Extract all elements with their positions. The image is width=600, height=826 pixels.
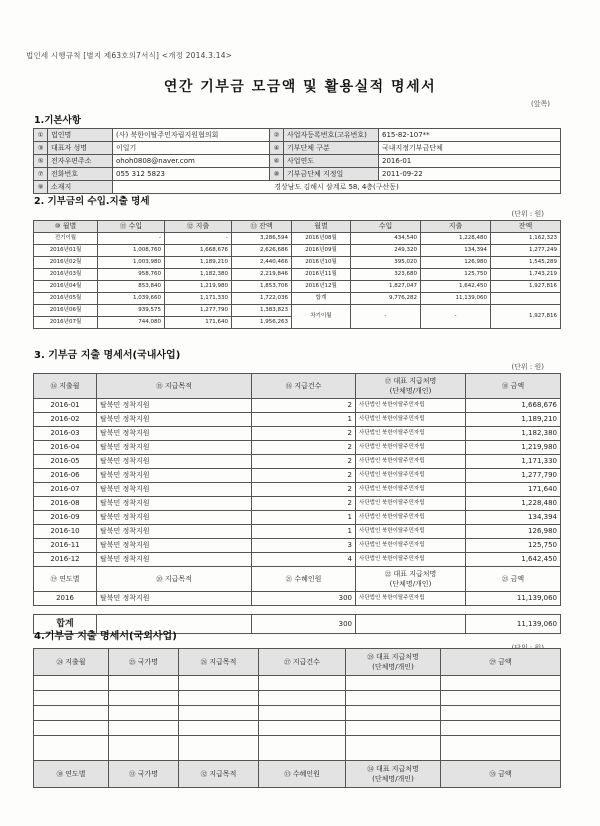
expense-cell-2: 1,642,450 <box>421 281 491 293</box>
item-number: ④ <box>270 142 284 155</box>
expense-month-cell: 2016-06 <box>34 469 97 483</box>
count-cell: 1 <box>252 413 356 427</box>
income-cell-2: 395,020 <box>351 257 421 269</box>
expense-cell-2: 134,394 <box>421 245 491 257</box>
balance-cell-2: 1,927,816 <box>491 281 561 293</box>
count-cell: 4 <box>252 553 356 567</box>
total-label: 합계 <box>34 615 97 634</box>
num-21: ㉑ <box>285 575 293 583</box>
num-12: ⑫ <box>186 222 194 230</box>
item-number: ⑧ <box>270 168 284 181</box>
balance-cell: 2,219,846 <box>232 269 292 281</box>
income-cell-2: 9,776,282 <box>351 293 421 305</box>
balance-cell-2: 1,162,323 <box>491 233 561 245</box>
balance-cell: 1,956,263 <box>232 317 292 329</box>
expense-month-cell: 2016-09 <box>34 511 97 525</box>
recipient-cell: 사단법인 북한이탈주민자립 <box>356 413 466 427</box>
field-value: 이일기 <box>113 142 270 155</box>
month-cell-2: 2016년11월 <box>292 269 351 281</box>
month-cell: 2016년07월 <box>34 317 98 329</box>
recipient-cell: 사단법인 북한이탈주민자립 <box>356 399 466 413</box>
expense-cell: 1,189,210 <box>165 257 232 269</box>
month-cell: 2016년03월 <box>34 269 98 281</box>
table-row <box>34 539 561 553</box>
overseas-expense-table <box>33 648 561 788</box>
income-cell: 1,008,760 <box>98 245 165 257</box>
col-year: 연도별 <box>59 575 80 583</box>
income-cell-2: 1,827,047 <box>351 281 421 293</box>
num-14: ⑭ <box>50 382 57 390</box>
amount-cell: 1,277,790 <box>466 469 561 483</box>
amount-cell: 1,182,380 <box>466 427 561 441</box>
income-cell-2: - <box>351 305 421 329</box>
count-cell: 2 <box>252 483 356 497</box>
amount-cell: 126,980 <box>466 525 561 539</box>
expense-month-cell: 2016-04 <box>34 441 97 455</box>
num-34: ㉞ <box>367 765 374 773</box>
num-20: ⑳ <box>156 575 163 583</box>
amount-cell: 125,750 <box>466 539 561 553</box>
expense-cell: - <box>165 233 232 245</box>
address-row <box>34 181 561 194</box>
balance-cell: 3,286,594 <box>232 233 292 245</box>
field-label: 기부단체 구분 <box>284 142 379 155</box>
purpose-cell: 탈북민 정착지원 <box>97 399 252 413</box>
address-value: 경상남도 김해시 삼계로 58, 4층(구산동) <box>113 181 561 194</box>
recipient-cell: 사단법인 북한이탈주민자립 <box>356 525 466 539</box>
col-purpose: 지급목적 <box>209 658 237 666</box>
table-row <box>34 441 561 455</box>
annual-year: 2016 <box>34 592 97 606</box>
income-cell: 939,575 <box>98 305 165 317</box>
total-amount: 11,139,060 <box>466 615 561 634</box>
col-annual-recipient: 대표 지급처명 (단체명/개인) <box>372 765 419 783</box>
table-row <box>34 233 561 245</box>
field-label: 전자우편주소 <box>48 155 113 168</box>
annual-purpose: 탈북민 정착지원 <box>97 592 252 606</box>
table-row <box>34 399 561 413</box>
purpose-cell: 탈북민 정착지원 <box>97 441 252 455</box>
num-31: ㉛ <box>128 770 136 778</box>
month-cell: 2016년01월 <box>34 245 98 257</box>
month-cell-2: 2016년08월 <box>292 233 351 245</box>
month-cell: 전기이월 <box>34 233 98 245</box>
num-19: ⑲ <box>50 575 57 583</box>
expense-cell-2: 1,228,480 <box>421 233 491 245</box>
purpose-cell: 탈북민 정착지원 <box>97 413 252 427</box>
purpose-cell: 탈북민 정착지원 <box>97 525 252 539</box>
section2-unit: (단위 : 원) <box>511 210 544 218</box>
recipient-cell: 사단법인 북한이탈주민자립 <box>356 539 466 553</box>
col-annual-amount: 금액 <box>498 770 512 778</box>
num-11: ⑪ <box>119 222 127 230</box>
annual-header-row <box>34 761 561 788</box>
empty-row <box>34 721 561 736</box>
month-cell-2: 차기이월 <box>292 305 351 329</box>
recipient-cell: 사단법인 북한이탈주민자립 <box>356 553 466 567</box>
recipient-cell: 사단법인 북한이탈주민자립 <box>356 497 466 511</box>
num-15: ⑮ <box>156 382 163 390</box>
income-cell: 1,039,660 <box>98 293 165 305</box>
col-country: 국가명 <box>137 658 159 666</box>
basic-info-table <box>33 128 561 194</box>
income-cell: - <box>98 233 165 245</box>
count-cell: 3 <box>252 539 356 553</box>
count-cell: 2 <box>252 469 356 483</box>
col-month: 월별 <box>62 222 77 230</box>
field-value: (사) 북한이탈주민자립지원협의회 <box>113 129 270 142</box>
col-expense-2: 지출 <box>421 221 491 233</box>
col-income: 수입 <box>128 222 143 230</box>
table-row <box>34 245 561 257</box>
month-cell-2: 합계 <box>292 293 351 305</box>
expense-cell: 1,171,330 <box>165 293 232 305</box>
month-cell: 2016년02월 <box>34 257 98 269</box>
purpose-cell: 탈북민 정착지원 <box>97 455 252 469</box>
expense-month-cell: 2016-05 <box>34 455 97 469</box>
balance-cell-2 <box>491 293 561 305</box>
expense-cell-2: 11,139,060 <box>421 293 491 305</box>
balance-cell-2: 1,277,249 <box>491 245 561 257</box>
field-label: 법인명 <box>48 129 113 142</box>
item-number: ② <box>270 129 284 142</box>
expense-cell: 171,640 <box>165 317 232 329</box>
annual-header-row <box>34 567 561 592</box>
balance-cell: 1,722,036 <box>232 293 292 305</box>
income-cell-2: 434,540 <box>351 233 421 245</box>
item-number: ① <box>34 129 48 142</box>
num-13: ⑬ <box>250 222 257 230</box>
col-expense-month: 지출월 <box>59 382 80 390</box>
balance-cell: 2,626,686 <box>232 245 292 257</box>
table-row <box>34 257 561 269</box>
expense-cell-2: 126,980 <box>421 257 491 269</box>
expense-cell: 1,277,790 <box>165 305 232 317</box>
col-month-2: 월별 <box>292 221 351 233</box>
month-cell-2: 2016년10월 <box>292 257 351 269</box>
amount-cell: 1,642,450 <box>466 553 561 567</box>
table-row <box>34 427 561 441</box>
purpose-cell: 탈북민 정착지원 <box>97 511 252 525</box>
col-amount: 금액 <box>498 658 512 666</box>
amount-cell: 134,394 <box>466 511 561 525</box>
num-24: ㉔ <box>56 658 63 666</box>
month-cell: 2016년05월 <box>34 293 98 305</box>
regulation-line: 법인세 시행규칙 [별지 제63호의7서식] <개정 2014.3.14> <box>26 51 233 60</box>
recipient-cell: 사단법인 북한이탈주민자립 <box>356 511 466 525</box>
table-row <box>34 553 561 567</box>
purpose-cell: 탈북민 정착지원 <box>97 469 252 483</box>
item-number: ⑤ <box>34 155 48 168</box>
balance-cell: 2,440,466 <box>232 257 292 269</box>
expense-month-cell: 2016-11 <box>34 539 97 553</box>
section2-title: 2. 기부금의 수입.지출 명세 <box>34 196 150 207</box>
col-people: 수혜인원 <box>292 770 320 778</box>
table-row <box>34 281 561 293</box>
amount-cell: 171,640 <box>466 483 561 497</box>
section3-unit: (단위 : 원) <box>511 363 544 371</box>
info-row <box>34 168 561 181</box>
expense-month-cell: 2016-03 <box>34 427 97 441</box>
num-16: ⑯ <box>285 382 293 390</box>
table-row <box>34 413 561 427</box>
field-value: 2016-01 <box>379 155 561 168</box>
num-27: ㉗ <box>284 658 291 666</box>
num-29: ㉙ <box>489 658 496 666</box>
purpose-cell: 탈북민 정착지원 <box>97 497 252 511</box>
table-row <box>34 293 561 305</box>
col-recipient: 대표 지급처명 (단체명/개인) <box>372 653 419 671</box>
income-cell: 853,840 <box>98 281 165 293</box>
balance-cell-2: 1,743,219 <box>491 269 561 281</box>
field-value: 055 312 5823 <box>113 168 270 181</box>
col-income-2: 수입 <box>351 221 421 233</box>
count-cell: 2 <box>252 497 356 511</box>
month-cell: 2016년04월 <box>34 281 98 293</box>
table-row <box>34 525 561 539</box>
item-number: ⑥ <box>270 155 284 168</box>
table-row <box>34 305 561 317</box>
annual-people: 300 <box>252 592 356 606</box>
income-cell: 744,080 <box>98 317 165 329</box>
empty-row <box>34 676 561 691</box>
field-label: 사업연도 <box>284 155 379 168</box>
section4-title: 4.기부금 지출 명세서(국외사업) <box>34 631 177 642</box>
amount-cell: 1,668,676 <box>466 399 561 413</box>
count-cell: 1 <box>252 525 356 539</box>
section3-title: 3. 기부금 지출 명세서(국내사업) <box>34 350 181 361</box>
count-cell: 2 <box>252 399 356 413</box>
info-row <box>34 155 561 168</box>
item-number: ③ <box>34 142 48 155</box>
item-number: ⑨ <box>34 181 48 194</box>
month-cell-2: 2016년12월 <box>292 281 351 293</box>
table-header-row <box>34 221 561 233</box>
col-people: 수혜인원 <box>294 575 322 583</box>
num-25: ㉕ <box>128 658 136 666</box>
form-title: 연간 기부금 모금액 및 활용실적 명세서 <box>163 79 437 95</box>
num-28: ㉘ <box>367 653 374 661</box>
total-count: 300 <box>252 615 356 634</box>
num-17: ⑰ <box>384 377 392 385</box>
table-row <box>34 511 561 525</box>
expense-month-cell: 2016-12 <box>34 553 97 567</box>
col-year: 연도별 <box>65 770 86 778</box>
num-18: ⑱ <box>501 382 509 390</box>
col-expense-month: 지출월 <box>65 658 86 666</box>
section1-title: 1.기본사항 <box>34 115 81 126</box>
amount-cell: 1,189,210 <box>466 413 561 427</box>
table-row <box>34 455 561 469</box>
count-cell: 2 <box>252 427 356 441</box>
field-value: 615-82-107** <box>379 129 561 142</box>
field-value: 국내지정기부금단체 <box>379 142 561 155</box>
col-recipient: 대표 지급처명 (단체명/개인) <box>389 377 437 395</box>
expense-month-cell: 2016-08 <box>34 497 97 511</box>
expense-month-cell: 2016-07 <box>34 483 97 497</box>
field-label: 기부금단체 지정일 <box>284 168 379 181</box>
expense-month-cell: 2016-02 <box>34 413 97 427</box>
field-value: ohoh0808@naver.com <box>113 155 270 168</box>
income-expense-table <box>33 220 561 329</box>
field-label: 전화번호 <box>48 168 113 181</box>
balance-cell-2: 1,545,289 <box>491 257 561 269</box>
table-row <box>34 269 561 281</box>
balance-cell: 1,383,823 <box>232 305 292 317</box>
recipient-cell: 사단법인 북한이탈주민자립 <box>356 483 466 497</box>
empty-row <box>34 691 561 706</box>
empty-row <box>34 706 561 721</box>
table-header-row <box>34 374 561 399</box>
expense-cell-2: - <box>421 305 491 329</box>
col-count: 지급건수 <box>292 658 320 666</box>
empty-row <box>34 736 561 761</box>
recipient-cell: 사단법인 북한이탈주민자립 <box>356 469 466 483</box>
expense-cell-2: 125,750 <box>421 269 491 281</box>
count-cell: 1 <box>252 511 356 525</box>
field-label: 사업자등록번호(고유번호) <box>284 129 379 142</box>
info-row <box>34 129 561 142</box>
table-header-row <box>34 649 561 676</box>
expense-month-cell: 2016-10 <box>34 525 97 539</box>
col-annual-purpose: 지급목적 <box>164 575 192 583</box>
expense-cell: 1,182,380 <box>165 269 232 281</box>
purpose-cell: 탈북민 정착지원 <box>97 539 252 553</box>
amount-cell: 1,228,480 <box>466 497 561 511</box>
col-balance-2: 잔액 <box>491 221 561 233</box>
income-cell-2: 323,680 <box>351 269 421 281</box>
amount-cell: 1,171,330 <box>466 455 561 469</box>
balance-cell: 1,853,706 <box>232 281 292 293</box>
num-35: ㉟ <box>489 770 496 778</box>
income-cell: 958,760 <box>98 269 165 281</box>
annual-amount: 11,139,060 <box>466 592 561 606</box>
col-purpose: 지급목적 <box>164 382 192 390</box>
expense-month-cell: 2016-01 <box>34 399 97 413</box>
col-annual-recipient: 대표 지급처명 (단체명/개인) <box>389 570 437 588</box>
month-cell-2: 2016년09월 <box>292 245 351 257</box>
info-row <box>34 142 561 155</box>
balance-cell-2: 1,927,816 <box>491 305 561 329</box>
purpose-cell: 탈북민 정착지원 <box>97 483 252 497</box>
col-amount: 금액 <box>510 382 525 390</box>
recipient-cell: 사단법인 북한이탈주민자립 <box>356 441 466 455</box>
col-expense: 지출 <box>195 222 210 230</box>
count-cell: 2 <box>252 455 356 469</box>
annual-recipient: 사단법인 북한이탈주민자립 <box>356 592 466 606</box>
expense-cell: 1,219,980 <box>165 281 232 293</box>
num-10: ⑩ <box>54 222 61 230</box>
num-32: ㉜ <box>200 770 208 778</box>
purpose-cell: 탈북민 정착지원 <box>97 427 252 441</box>
expense-cell: 1,668,676 <box>165 245 232 257</box>
num-22: ㉒ <box>384 570 392 578</box>
col-count: 지급건수 <box>294 382 322 390</box>
field-value: 2011-09-22 <box>379 168 561 181</box>
page-side-label: (앞쪽) <box>531 100 550 108</box>
field-label: 대표자 성명 <box>48 142 113 155</box>
recipient-cell: 사단법인 북한이탈주민자립 <box>356 455 466 469</box>
purpose-cell: 탈북민 정착지원 <box>97 553 252 567</box>
recipient-cell: 사단법인 북한이탈주민자립 <box>356 427 466 441</box>
income-cell-2: 249,320 <box>351 245 421 257</box>
num-30: ㉚ <box>56 770 63 778</box>
address-label: 소재지 <box>48 181 113 194</box>
amount-cell: 1,219,980 <box>466 441 561 455</box>
table-row <box>34 469 561 483</box>
col-annual-country: 국가명 <box>137 770 159 778</box>
count-cell: 2 <box>252 441 356 455</box>
col-annual-amount: 금액 <box>510 575 525 583</box>
domestic-expense-table <box>33 373 561 634</box>
income-cell: 1,003,980 <box>98 257 165 269</box>
num-23: ㉓ <box>501 575 509 583</box>
num-33: ㉝ <box>284 770 291 778</box>
col-balance: 잔액 <box>259 222 273 230</box>
table-row <box>34 483 561 497</box>
table-row <box>34 497 561 511</box>
annual-row <box>34 592 561 606</box>
month-cell: 2016년06월 <box>34 305 98 317</box>
item-number: ⑦ <box>34 168 48 181</box>
num-26: ㉖ <box>200 658 208 666</box>
col-annual-purpose: 지급목적 <box>209 770 237 778</box>
